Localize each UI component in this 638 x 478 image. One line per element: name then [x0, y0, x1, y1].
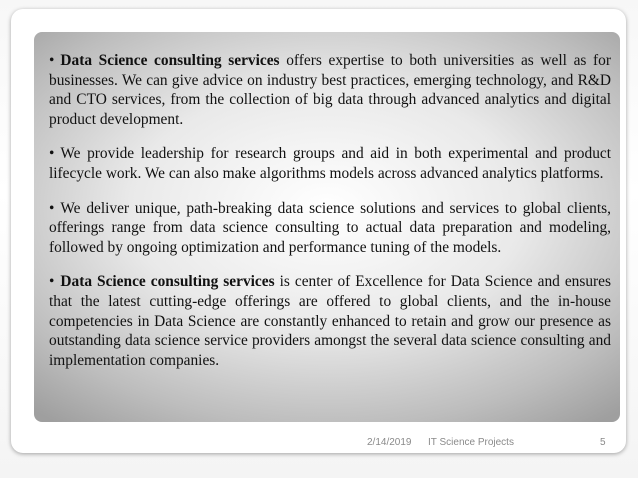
bullet-icon: • [49, 52, 55, 69]
footer-date: 2/14/2019 [367, 437, 412, 448]
paragraph-1-text: offers expertise to both universities as well as for businesses. We can give advice on industry best practices, emerging technology, and R&D and CTO services, from the collection of big data through advanced analytics and digital product development. [49, 52, 611, 128]
bullet-icon: • [49, 145, 55, 163]
footer-page-number: 5 [600, 437, 606, 448]
paragraph-1-bold-lead: Data Science consulting services [60, 52, 280, 69]
paragraph-4 [49, 272, 611, 370]
paragraph-2-text: We provide leadership for research groups and aid in both experimental and product lifecycle work. We can also make algorithms models across advanced analytics platforms. [49, 145, 611, 182]
slide-card [11, 9, 626, 453]
paragraph-3 [49, 199, 611, 258]
paragraph-1 [49, 51, 611, 129]
bullet-icon: • [49, 199, 55, 217]
slide-footer [0, 437, 638, 451]
bullet-icon: • [49, 273, 55, 291]
paragraph-4-bold-lead: Data Science consulting services [60, 273, 275, 291]
paragraph-4-text: is center of Excellence for Data Science and ensures that the latest cutting-edge offerings are offered to global clients, and the in-house competencies in Data Science are constantly enhanced to retain and grow our presence as outstanding data science service providers amongst the several data science consulting and implementation companies. [49, 273, 611, 369]
paragraph-2 [49, 144, 611, 183]
footer-title: IT Science Projects [428, 437, 514, 448]
content-panel [34, 32, 620, 422]
paragraph-3-text: We deliver unique, path-breaking data science solutions and services to global clients, offerings range from data science consulting to actual data preparation and modeling, followed by ongoing optimization and performance tuning of the models. [49, 199, 611, 256]
